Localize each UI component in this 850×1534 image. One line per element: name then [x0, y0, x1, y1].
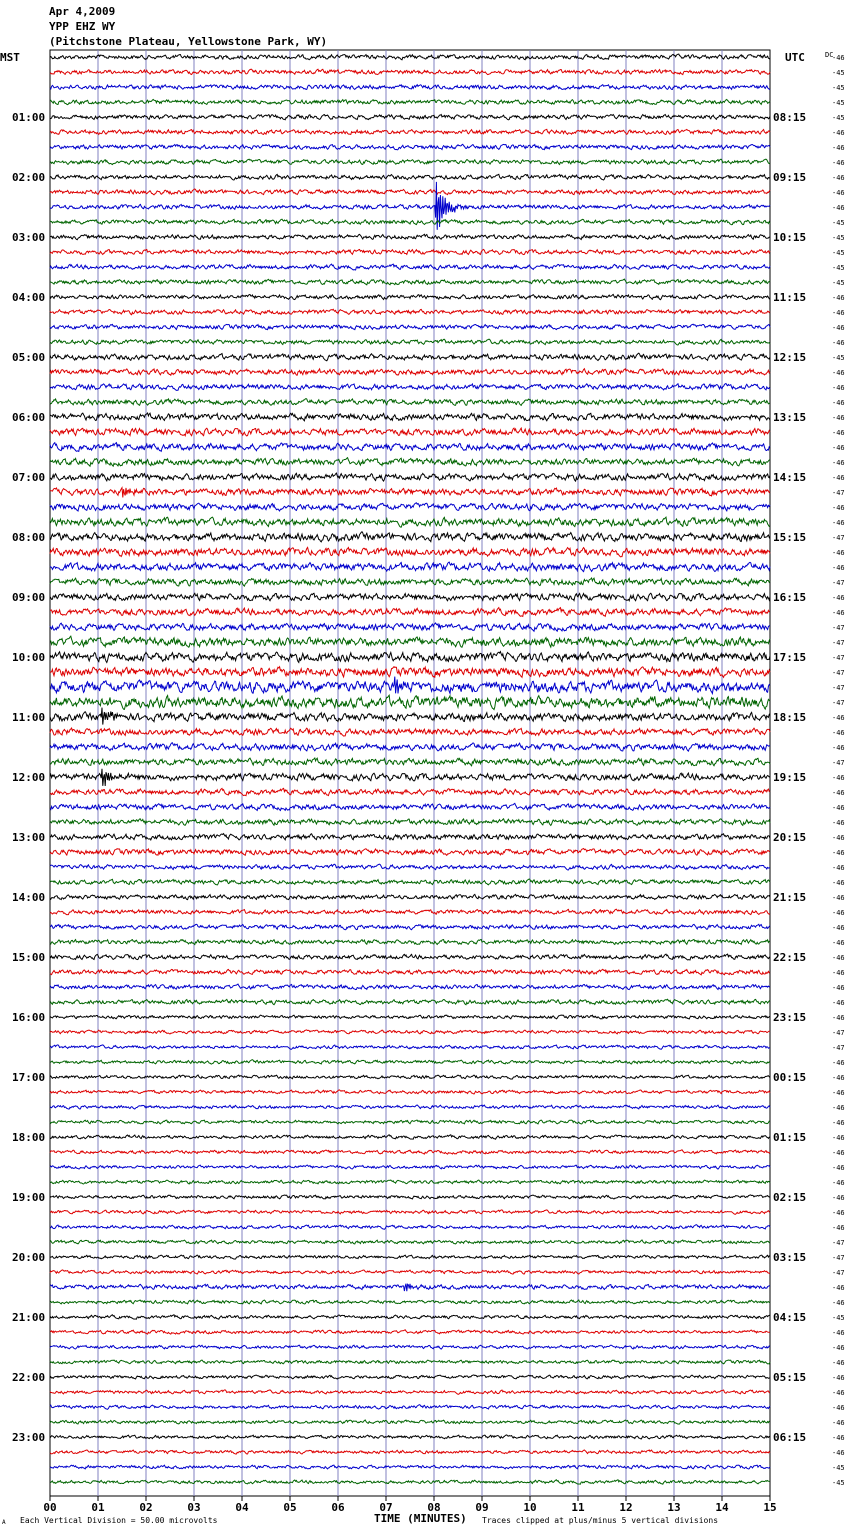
dc-offset-label: -46: [832, 1134, 845, 1142]
dc-offset-label: -47: [832, 1239, 845, 1247]
dc-offset-label: -45: [832, 99, 845, 107]
dc-label: DC: [825, 51, 834, 59]
x-tick-label: 15: [763, 1501, 777, 1514]
trace-21: [50, 369, 770, 376]
utc-label: 02:15: [773, 1191, 807, 1204]
trace-55: [50, 879, 770, 885]
dc-offset-label: -45: [832, 69, 845, 77]
dc-offset-label: -47: [832, 1044, 845, 1052]
dc-offset-label: -46: [832, 1329, 845, 1337]
trace-90: [50, 1405, 770, 1410]
trace-group: [50, 54, 770, 1484]
dc-offset-label: -47: [832, 489, 845, 497]
trace-5: [50, 129, 770, 134]
trace-8: [50, 174, 770, 180]
trace-87: [50, 1360, 770, 1364]
dc-offset-label: -45: [832, 279, 845, 287]
dc-offset-label: -47: [832, 759, 845, 767]
dc-offset-label: -45: [832, 1479, 845, 1487]
footer-left-mark: A: [2, 1519, 6, 1526]
trace-4: [50, 115, 770, 120]
mst-label: 02:00: [12, 171, 46, 184]
dc-offset-label: -46: [832, 1299, 845, 1307]
x-tick-label: 04: [235, 1501, 249, 1514]
trace-79: [50, 1240, 770, 1244]
dc-offset-label: -47: [832, 1269, 845, 1277]
dc-offset-label: -47: [832, 624, 845, 632]
x-tick-label: 08: [427, 1501, 441, 1514]
dc-offset-label: -45: [832, 1314, 845, 1322]
trace-19: [50, 339, 770, 345]
x-tick-label: 14: [715, 1501, 729, 1514]
trace-31: [50, 517, 770, 527]
dc-offset-label: -47: [832, 1029, 845, 1037]
dc-offset-label: -46: [832, 999, 845, 1007]
mst-label: 17:00: [12, 1071, 46, 1084]
dc-offset-label: -46: [832, 1089, 845, 1097]
utc-label: 10:15: [773, 231, 807, 244]
dc-offset-label: -46: [832, 1374, 845, 1382]
trace-2: [50, 85, 770, 90]
mst-label: 16:00: [12, 1011, 46, 1024]
utc-label: 08:15: [773, 111, 807, 124]
dc-offset-label: -46: [832, 609, 845, 617]
dc-offset-label: -46: [832, 414, 845, 422]
utc-label: 18:15: [773, 711, 807, 724]
clip-note: Traces clipped at plus/minus 5 vertical divisions: [482, 1516, 719, 1525]
trace-38: [50, 623, 770, 631]
trace-68: [50, 1075, 770, 1079]
trace-44: [50, 708, 770, 725]
mst-label: 08:00: [12, 531, 46, 544]
dc-offset-label: -47: [832, 639, 845, 647]
trace-50: [50, 803, 770, 810]
dc-offset-label: -46: [832, 1164, 845, 1172]
trace-27: [50, 458, 770, 467]
dc-offset-label: -46: [832, 564, 845, 572]
utc-label: 15:15: [773, 531, 807, 544]
dc-offset-label: -46: [832, 984, 845, 992]
mst-label: 21:00: [12, 1311, 46, 1324]
trace-71: [50, 1120, 770, 1124]
x-tick-label: 11: [571, 1501, 585, 1514]
dc-offset-label: -46: [832, 714, 845, 722]
dc-offset-label: -47: [832, 579, 845, 587]
dc-offset-label: -46: [832, 1224, 845, 1232]
dc-offset-label: -46: [832, 909, 845, 917]
trace-83: [50, 1300, 770, 1304]
dc-offset-label: -46: [832, 399, 845, 407]
utc-label: 03:15: [773, 1251, 807, 1264]
trace-12: [50, 234, 770, 239]
trace-64: [50, 1015, 770, 1019]
dc-offset-label: -46: [832, 1419, 845, 1427]
dc-offset-label: -46: [832, 294, 845, 302]
x-tick-label: 03: [187, 1501, 201, 1514]
trace-49: [50, 788, 770, 795]
trace-32: [50, 532, 770, 542]
mst-label: 01:00: [12, 111, 46, 124]
utc-label: 01:15: [773, 1131, 807, 1144]
trace-39: [50, 636, 770, 647]
trace-65: [50, 1030, 770, 1034]
label-group: [0, 51, 845, 1526]
dc-offset-label: -46: [832, 504, 845, 512]
header-station: YPP EHZ WY: [49, 20, 116, 33]
mst-label: 12:00: [12, 771, 46, 784]
utc-label: 20:15: [773, 831, 807, 844]
dc-offset-label: -46: [832, 939, 845, 947]
dc-offset-label: -46: [832, 324, 845, 332]
right-axis-title: UTC: [785, 51, 805, 64]
utc-label: 04:15: [773, 1311, 807, 1324]
dc-offset-label: -46: [832, 204, 845, 212]
utc-label: 14:15: [773, 471, 807, 484]
trace-81: [50, 1270, 770, 1274]
dc-offset-label: -47: [832, 699, 845, 707]
mst-label: 07:00: [12, 471, 46, 484]
trace-28: [50, 473, 770, 481]
dc-offset-label: -46: [832, 159, 845, 167]
dc-offset-label: -46: [832, 1359, 845, 1367]
trace-52: [50, 834, 770, 840]
dc-offset-label: -45: [832, 234, 845, 242]
mst-label: 09:00: [12, 591, 46, 604]
header-location: (Pitchstone Plateau, Yellowstone Park, WY): [49, 35, 328, 48]
dc-offset-label: -46: [832, 1074, 845, 1082]
mst-label: 22:00: [12, 1371, 46, 1384]
dc-offset-label: -46: [832, 819, 845, 827]
dc-offset-label: -46: [832, 849, 845, 857]
utc-label: 19:15: [773, 771, 807, 784]
dc-offset-label: -46: [832, 1149, 845, 1157]
trace-67: [50, 1060, 770, 1064]
trace-94: [50, 1465, 770, 1469]
dc-offset-label: -46: [832, 1434, 845, 1442]
trace-46: [50, 743, 770, 751]
utc-label: 21:15: [773, 891, 807, 904]
mst-label: 05:00: [12, 351, 46, 364]
trace-76: [50, 1195, 770, 1199]
dc-offset-label: -46: [832, 789, 845, 797]
x-tick-label: 06: [331, 1501, 345, 1514]
trace-41: [50, 667, 770, 678]
trace-34: [50, 562, 770, 572]
utc-label: 12:15: [773, 351, 807, 364]
trace-17: [50, 309, 770, 314]
utc-label: 11:15: [773, 291, 807, 304]
x-tick-label: 02: [139, 1501, 153, 1514]
trace-11: [50, 219, 770, 225]
trace-63: [50, 999, 770, 1004]
x-tick-label: 00: [43, 1501, 57, 1514]
trace-70: [50, 1105, 770, 1109]
trace-30: [50, 503, 770, 511]
x-tick-label: 12: [619, 1501, 633, 1514]
trace-56: [50, 894, 770, 899]
trace-89: [50, 1390, 770, 1394]
trace-82: [50, 1284, 770, 1292]
mst-label: 04:00: [12, 291, 46, 304]
trace-18: [50, 324, 770, 329]
utc-label: 16:15: [773, 591, 807, 604]
dc-offset-label: -46: [832, 924, 845, 932]
dc-offset-label: -45: [832, 264, 845, 272]
trace-48: [50, 769, 770, 786]
dc-offset-label: -47: [832, 654, 845, 662]
trace-33: [50, 547, 770, 556]
trace-0: [50, 54, 770, 60]
utc-label: 00:15: [773, 1071, 807, 1084]
trace-59: [50, 940, 770, 945]
dc-offset-label: -46: [832, 459, 845, 467]
dc-offset-label: -46: [832, 879, 845, 887]
trace-16: [50, 294, 770, 299]
dc-offset-label: -46: [832, 174, 845, 182]
trace-86: [50, 1345, 770, 1349]
dc-offset-label: -46: [832, 1449, 845, 1457]
dc-offset-label: -46: [832, 1209, 845, 1217]
trace-37: [50, 608, 770, 617]
dc-offset-label: -46: [832, 1344, 845, 1352]
dc-offset-label: -45: [832, 114, 845, 122]
utc-label: 05:15: [773, 1371, 807, 1384]
trace-36: [50, 593, 770, 601]
trace-23: [50, 399, 770, 406]
dc-offset-label: -47: [832, 1254, 845, 1262]
dc-offset-label: -46: [832, 864, 845, 872]
dc-offset-label: -46: [832, 804, 845, 812]
x-tick-label: 10: [523, 1501, 537, 1514]
trace-24: [50, 413, 770, 421]
dc-offset-label: -46: [832, 129, 845, 137]
mst-label: 13:00: [12, 831, 46, 844]
trace-74: [50, 1165, 770, 1169]
dc-offset-label: -46: [832, 774, 845, 782]
dc-offset-label: -46: [832, 894, 845, 902]
trace-6: [50, 144, 770, 150]
x-tick-label: 13: [667, 1501, 681, 1514]
trace-43: [50, 695, 770, 709]
trace-72: [50, 1135, 770, 1139]
trace-62: [50, 984, 770, 990]
trace-69: [50, 1090, 770, 1094]
dc-offset-label: -46: [832, 1014, 845, 1022]
mst-label: 10:00: [12, 651, 46, 664]
trace-51: [50, 819, 770, 826]
mst-label: 14:00: [12, 891, 46, 904]
header-date: Apr 4,2009: [49, 5, 116, 18]
dc-offset-label: -46: [832, 189, 845, 197]
dc-offset-label: -46: [832, 1059, 845, 1067]
mst-label: 03:00: [12, 231, 46, 244]
left-axis-title: MST: [0, 51, 20, 64]
dc-offset-label: -46: [832, 729, 845, 737]
trace-91: [50, 1420, 770, 1424]
trace-20: [50, 353, 770, 361]
trace-60: [50, 954, 770, 960]
utc-label: 17:15: [773, 651, 807, 664]
trace-73: [50, 1150, 770, 1154]
trace-58: [50, 924, 770, 929]
dc-offset-label: -45: [832, 84, 845, 92]
dc-offset-label: -46: [832, 594, 845, 602]
trace-9: [50, 189, 770, 195]
trace-61: [50, 969, 770, 975]
trace-3: [50, 99, 770, 104]
dc-offset-label: -45: [832, 219, 845, 227]
dc-offset-label: -46: [832, 54, 845, 62]
dc-offset-label: -46: [832, 954, 845, 962]
dc-offset-label: -45: [832, 249, 845, 257]
trace-13: [50, 249, 770, 254]
trace-15: [50, 279, 770, 285]
trace-22: [50, 384, 770, 391]
dc-offset-label: -46: [832, 339, 845, 347]
trace-66: [50, 1045, 770, 1049]
x-tick-label: 07: [379, 1501, 393, 1514]
dc-offset-label: -46: [832, 429, 845, 437]
x-axis-label: TIME (MINUTES): [374, 1512, 467, 1525]
trace-92: [50, 1435, 770, 1439]
dc-offset-label: -45: [832, 1464, 845, 1472]
trace-85: [50, 1330, 770, 1334]
trace-84: [50, 1315, 770, 1319]
utc-label: 09:15: [773, 171, 807, 184]
dc-offset-label: -46: [832, 1194, 845, 1202]
trace-93: [50, 1450, 770, 1454]
mst-label: 20:00: [12, 1251, 46, 1264]
dc-offset-label: -47: [832, 669, 845, 677]
trace-88: [50, 1375, 770, 1379]
dc-offset-label: -45: [832, 354, 845, 362]
mst-label: 23:00: [12, 1431, 46, 1444]
x-tick-label: 01: [91, 1501, 105, 1514]
trace-45: [50, 728, 770, 736]
trace-53: [50, 849, 770, 856]
x-tick-label: 05: [283, 1501, 297, 1514]
dc-offset-label: -46: [832, 834, 845, 842]
trace-47: [50, 758, 770, 766]
trace-42: [50, 677, 770, 694]
utc-label: 06:15: [773, 1431, 807, 1444]
trace-75: [50, 1180, 770, 1184]
trace-26: [50, 443, 770, 452]
dc-offset-label: -46: [832, 549, 845, 557]
dc-offset-label: -46: [832, 144, 845, 152]
dc-offset-label: -46: [832, 474, 845, 482]
dc-offset-label: -46: [832, 744, 845, 752]
dc-offset-label: -46: [832, 1119, 845, 1127]
trace-25: [50, 428, 770, 436]
mst-label: 15:00: [12, 951, 46, 964]
dc-offset-label: -46: [832, 369, 845, 377]
trace-57: [50, 909, 770, 915]
mst-label: 19:00: [12, 1191, 46, 1204]
trace-40: [50, 652, 770, 663]
dc-offset-label: -46: [832, 309, 845, 317]
dc-offset-label: -46: [832, 519, 845, 527]
trace-1: [50, 69, 770, 74]
trace-54: [50, 864, 770, 870]
trace-29: [50, 488, 770, 498]
scale-note: Each Vertical Division = 50.00 microvolts: [20, 1516, 218, 1525]
dc-offset-label: -46: [832, 1104, 845, 1112]
trace-95: [50, 1480, 770, 1484]
dc-offset-label: -46: [832, 444, 845, 452]
trace-14: [50, 264, 770, 270]
trace-78: [50, 1225, 770, 1230]
utc-label: 23:15: [773, 1011, 807, 1024]
dc-offset-label: -47: [832, 684, 845, 692]
utc-label: 22:15: [773, 951, 807, 964]
utc-label: 13:15: [773, 411, 807, 424]
dc-offset-label: -46: [832, 1404, 845, 1412]
trace-80: [50, 1255, 770, 1259]
dc-offset-label: -46: [832, 1179, 845, 1187]
x-tick-label: 09: [475, 1501, 489, 1514]
mst-label: 06:00: [12, 411, 46, 424]
dc-offset-label: -47: [832, 534, 845, 542]
dc-offset-label: -46: [832, 384, 845, 392]
trace-77: [50, 1210, 770, 1214]
trace-7: [50, 159, 770, 164]
mst-label: 11:00: [12, 711, 46, 724]
dc-offset-label: -46: [832, 1389, 845, 1397]
trace-35: [50, 578, 770, 586]
dc-offset-label: -46: [832, 1284, 845, 1292]
dc-offset-label: -46: [832, 969, 845, 977]
mst-label: 18:00: [12, 1131, 46, 1144]
